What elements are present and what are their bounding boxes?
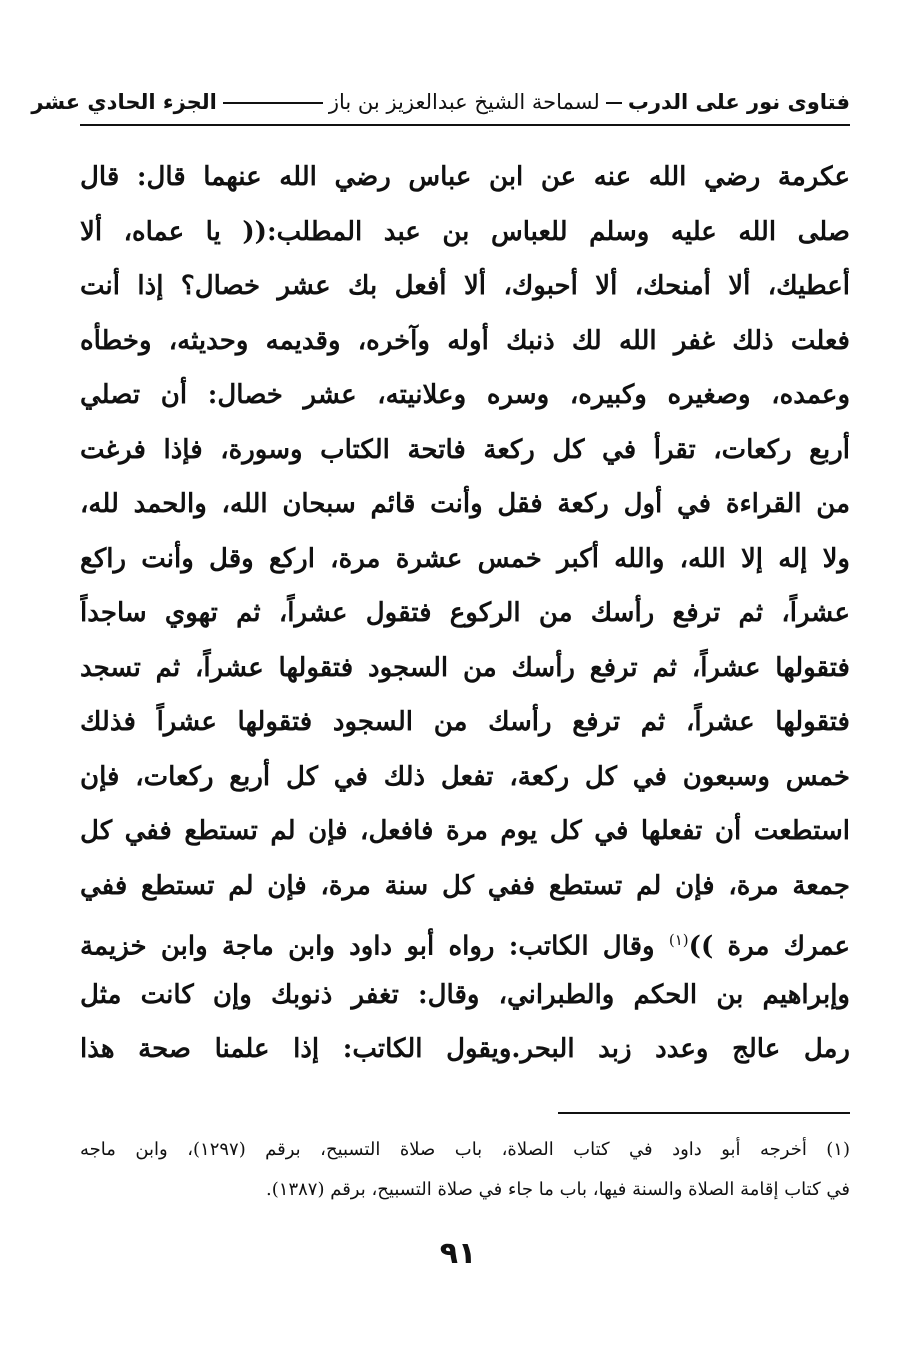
header-dash [606, 102, 622, 104]
body-line-with-footnote-ref [80, 913, 850, 968]
volume-part: الجزء الحادي عشر [31, 90, 217, 114]
footnote-separator [558, 1112, 850, 1114]
header-left-group [217, 90, 850, 114]
body-line: رمل عالج وعدد زبد البحر.ويقول الكاتب: إذا علمنا صحة هذا [80, 1034, 850, 1064]
author-credit: لسماحة الشيخ عبدالعزيز بن باز [328, 90, 600, 114]
series-title: فتاوى نور على الدرب [627, 90, 850, 114]
body-line: أعطيك، ألا أمنحك، ألا أحبوك، ألا أفعل بك عشر خصال؟ إذا أنت [80, 271, 850, 301]
header-rule [80, 124, 850, 126]
quote-end-text: عمرك مرة )) [688, 931, 850, 962]
body-line: فعلت ذلك غفر الله لك ذنبك أوله وآخره، وقديمه وحديثه، وخطأه [80, 325, 850, 356]
body-line: ولا إله إلا الله، والله أكبر خمس عشرة مرة، اركع وقل وأنت راكع [80, 543, 850, 574]
page-number: ٩١ [439, 1236, 477, 1271]
body-line: أربع ركعات، تقرأ في كل ركعة فاتحة الكتاب وسورة، فإذا فرغت [80, 434, 850, 465]
body-line: خمس وسبعون في كل ركعة، تفعل ذلك في كل أربع ركعات، فإن [80, 761, 850, 792]
body-line: عكرمة رضي الله عنه عن ابن عباس رضي الله عنهما قال: قال [80, 162, 850, 192]
footnotes [80, 1130, 850, 1210]
footnote-line: في كتاب إقامة الصلاة والسنة فيها، باب ما جاء في صلاة التسبيح، برقم (١٣٨٧). [266, 1179, 850, 1200]
body-line: وعمده، وصغيره وكبيره، وسره وعلانيته، عشر خصال: أن تصلي [80, 380, 850, 410]
body-line: من القراءة في أول ركعة فقل وأنت قائم سبحان الله، والحمد لله، [80, 489, 850, 519]
body-line: وإبراهيم بن الحكم والطبراني، وقال: تغفر ذنوبك وإن كانت مثل [80, 979, 850, 1010]
footnote-line: (١) أخرجه أبو داود في كتاب الصلاة، باب صلاة التسبيح، برقم (١٢٩٧)، وابن ماجه [80, 1139, 850, 1160]
footnote-reference: (١) [668, 931, 689, 949]
body-line: فتقولها عشراً، ثم ترفع رأسك من السجود فتقولها عشراً، ثم تسجد [80, 652, 850, 683]
narration-text: وقال الكاتب: رواه أبو داود وابن ماجة وابن خزيمة [80, 931, 669, 962]
body-line: استطعت أن تفعلها في كل يوم مرة فافعل، فإن لم تستطع ففي كل [80, 816, 850, 846]
body-line: صلى الله عليه وسلم للعباس بن عبد المطلب:(( يا عماه، ألا [80, 216, 850, 247]
body-line: عشراً، ثم ترفع رأسك من الركوع فتقول عشراً، ثم تهوي ساجداً [80, 598, 850, 628]
body-line: فتقولها عشراً، ثم ترفع رأسك من السجود فتقولها عشراً فذلك [80, 707, 850, 737]
running-header [31, 84, 850, 120]
header-dash-long [223, 102, 323, 104]
body-text [80, 150, 850, 1077]
body-line: جمعة مرة، فإن لم تستطع ففي كل سنة مرة، فإن لم تستطع ففي [80, 870, 850, 901]
